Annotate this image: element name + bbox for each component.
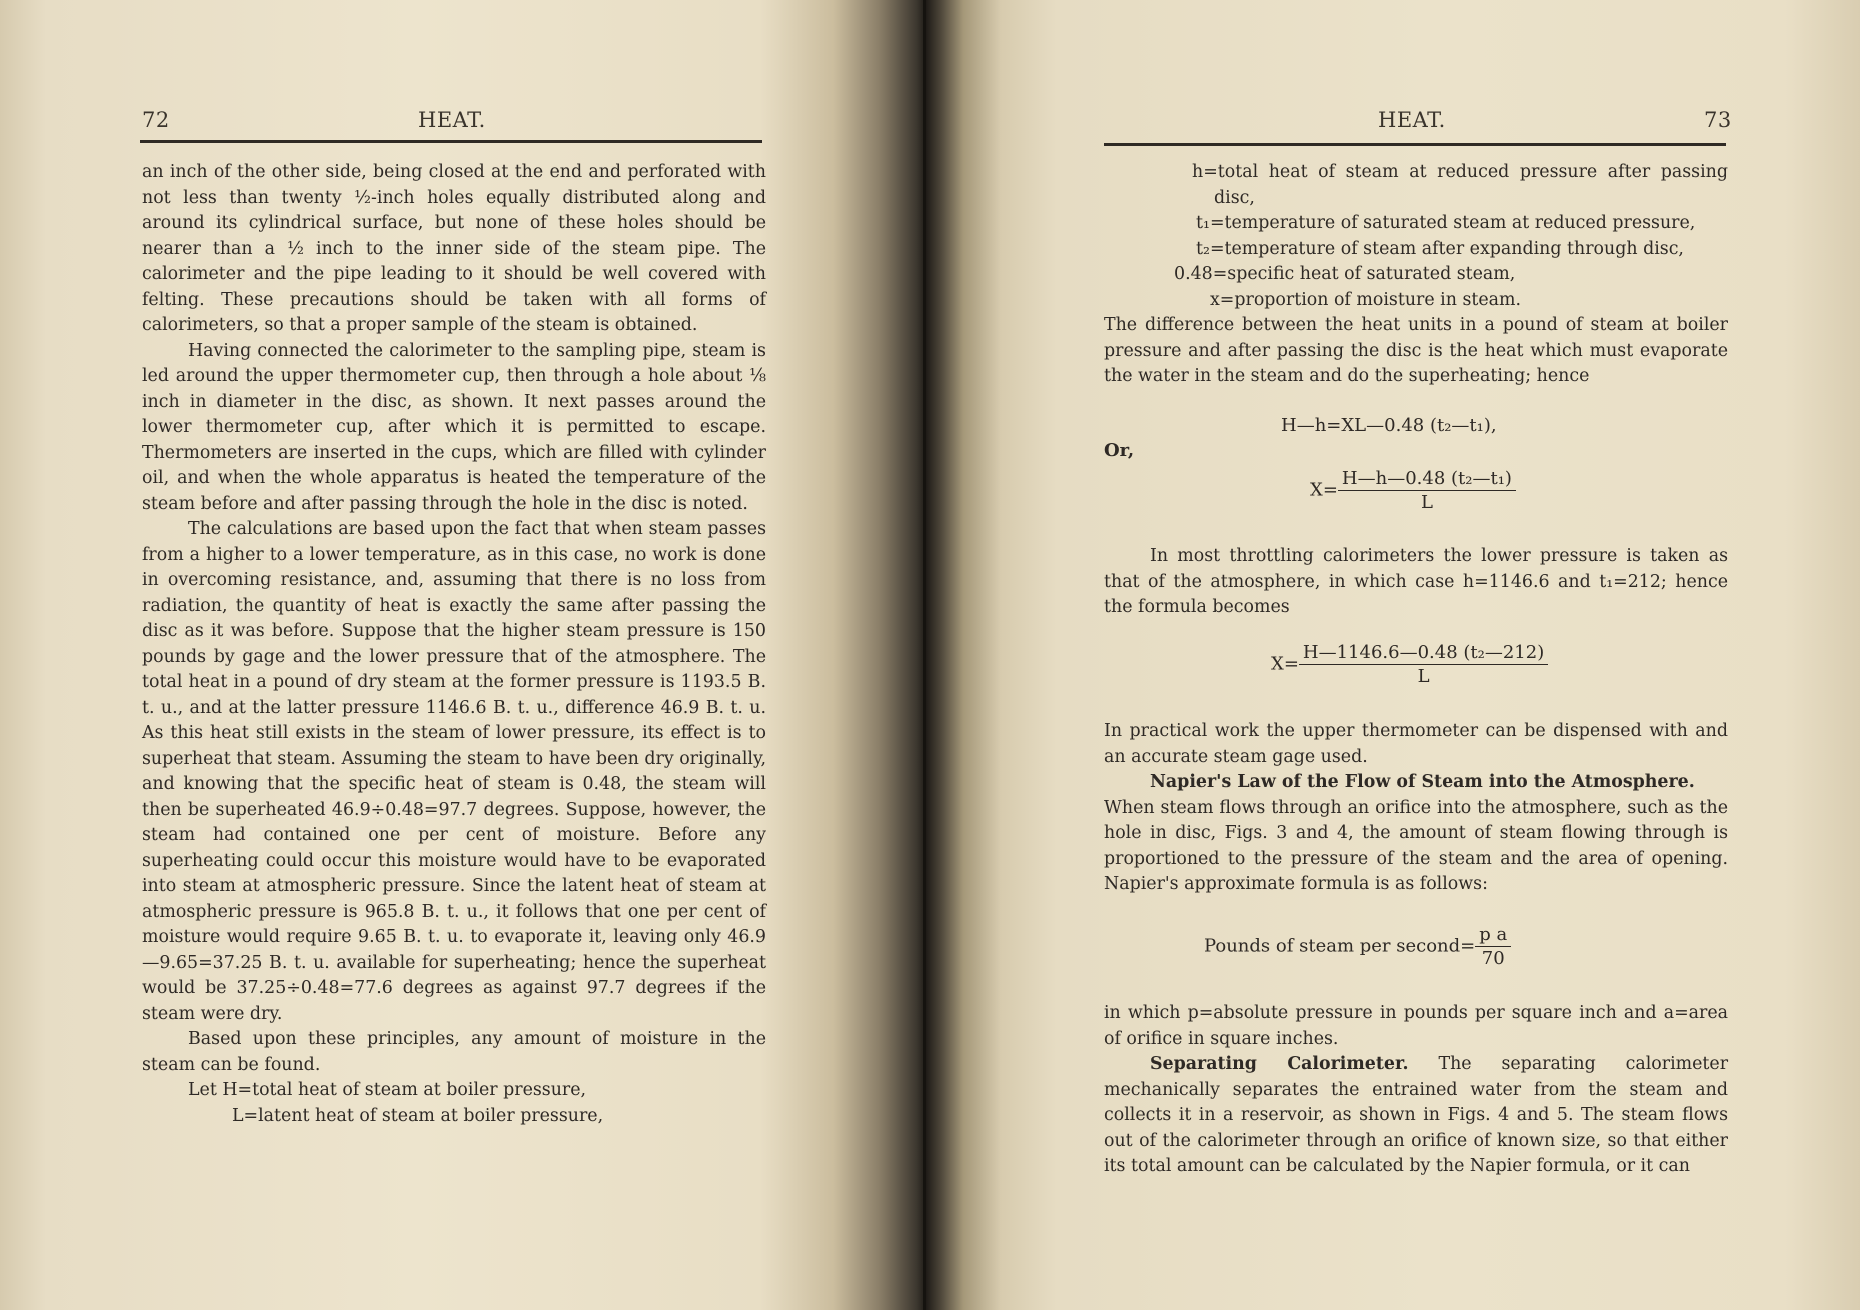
equation-4-fraction [1475,924,1511,969]
equation-3-denominator: L [1417,666,1430,687]
separating-text [1104,1001,1728,1180]
left-paragraph-4: Based upon these principles, any amount of moisture in the steam can be found. [142,1029,766,1075]
or-label: Or, [1104,440,1135,461]
equation-4-numerator: p a [1475,924,1511,947]
practical-paragraph: In practical work the upper thermometer can be dispensed with and an accurate steam gage used. [1104,721,1728,767]
equation-2-denominator: L [1420,492,1433,513]
difference-paragraph: The difference between the heat units in a pound of steam at boiler pressure and after passing the disc is the heat which must evaporate the water in the steam and do the superheating; hence [1104,315,1728,386]
left-page [0,0,926,1310]
equation-3-numerator: H—1146.6—0.48 (t₂—212) [1299,642,1548,665]
definition-t1: t₁=temperature of saturated steam at reduced pressure, [1196,213,1696,233]
right-definitions [1104,160,1728,390]
definition-x: x=proportion of moisture in steam. [1210,289,1522,310]
throttling-text [1104,544,1728,621]
equation-4 [1204,924,1511,969]
equation-2-lhs: X= [1310,479,1338,501]
napier-heading-text: Napier's Law of the Flow of Steam into the Atmosphere. [1150,772,1695,792]
definition-t2: t₂=temperature of steam after expanding through disc, [1196,238,1684,259]
definition-specific-heat: 0.48=specific heat of saturated steam, [1174,264,1516,284]
l-definition: L=latent heat of steam at boiler pressure, [232,1105,604,1126]
equation-1: H—h=XL—0.48 (t₂—t₁), [1281,415,1497,436]
right-page [926,0,1860,1310]
throttling-paragraph: In most throttling calorimeters the lower pressure is taken as that of the atmosphere, in which case h=1146.6 and t₁=212; hence the formula becomes [1104,546,1728,617]
equation-3 [1271,642,1548,687]
left-body-text [142,160,766,1129]
right-running-title: HEAT. [1378,108,1446,132]
equation-2-numerator: H—h—0.48 (t₂—t₁) [1338,468,1516,491]
equation-4-denominator: 70 [1481,948,1505,969]
left-paragraph-3: The calculations are based upon the fact that when steam passes from a higher to a lower temperature, as in this case, no work is done in overcoming resistance, and, assuming that there is no loss from radiation, the quantity of heat is exactly the same after passing the disc as it was before. Suppose that the higher steam pressure is 150 pounds by gage and the lower pressure that of the atmosphere. The total heat in a pound of dry steam at the former pressure is 1193.5 B. t. u., and at the latter pressure 1146.6 B. t. u., difference 46.9 B. t. u. As this heat still exists in the steam of lower pressure, its effect is to superheat that steam. Assuming the steam to have been dry originally, and knowing that the specific heat of steam is 0.48, the steam will then be superheated 46.9÷0.48=97.7 degrees. Suppose, however, the steam had contained one per cent of moisture. Before any superheating could occur this moisture would have to be evaporated into steam at atmospheric pressure. Since the latent heat of steam at atmospheric pressure is 965.8 B. t. u., it follows that one per cent of moisture would require 9.65 B. t. u. to evaporate it, leaving only 46.9—9.65=37.25 B. t. u. available for superheating; hence the superheat would be 37.25÷0.48=77.6 degrees as against 97.7 degrees if the steam were dry. [142,519,766,1024]
napier-heading [1104,770,1728,796]
right-header-rule [1104,143,1726,146]
equation-2 [1310,468,1516,513]
definition-h: h=total heat of steam at reduced pressure after passing disc, [1192,162,1728,208]
left-paragraph-2: Having connected the calorimeter to the sampling pipe, steam is led around the upper thermometer cup, then through a hole about ⅛ inch in diameter in the disc, as shown. It next passes around the lower thermometer cup, after which it is permitted to escape. Thermometers are inserted in the cups, which are filled with cylinder oil, and when the whole apparatus is heated the temperature of the steam before and after passing through the hole in the disc is noted. [142,340,766,514]
let-h-definition: Let H=total heat of steam at boiler pressure, [188,1080,587,1100]
left-page-number: 72 [142,108,170,132]
left-paragraph-1: an inch of the other side, being closed at the end and perforated with not less than twenty ½-inch holes equally distributed along and around its cylindrical surface, but none of these holes should be nearer than a ½ inch to the inner side of the steam pipe. The calorimeter and the pipe leading to it should be well covered with felting. These precautions should be taken with all forms of calorimeters, so that a proper sample of the steam is obtained. [142,162,766,335]
napier-paragraph: When steam flows through an orifice into the atmosphere, such as the hole in disc, Figs. 3 and 4, the amount of steam flowing through is proportioned to the pressure of the steam and the area of opening. Napier's approximate formula is as follows: [1104,797,1728,894]
equation-3-fraction [1299,642,1548,687]
which-paragraph: in which p=absolute pressure in pounds per square inch and a=area of orifice in square inches. [1104,1003,1728,1049]
left-header-rule [140,140,762,143]
separating-body: The separating calorimeter mechanically separates the entrained water from the steam and collects it in a reservoir, as shown in Figs. 4 and 5. The steam flows out of the calorimeter through an orifice of known size, so that either its total amount can be calculated by the Napier formula, or it can [1104,1054,1729,1176]
napier-text [1104,719,1728,898]
separating-heading: Separating Calorimeter. [1150,1054,1409,1074]
separating-paragraph [1104,1052,1728,1180]
right-page-number: 73 [1704,108,1732,132]
equation-2-fraction [1338,468,1516,513]
equation-3-lhs: X= [1271,653,1299,675]
left-running-title: HEAT. [418,108,486,132]
equation-4-lhs: Pounds of steam per second= [1204,935,1476,957]
